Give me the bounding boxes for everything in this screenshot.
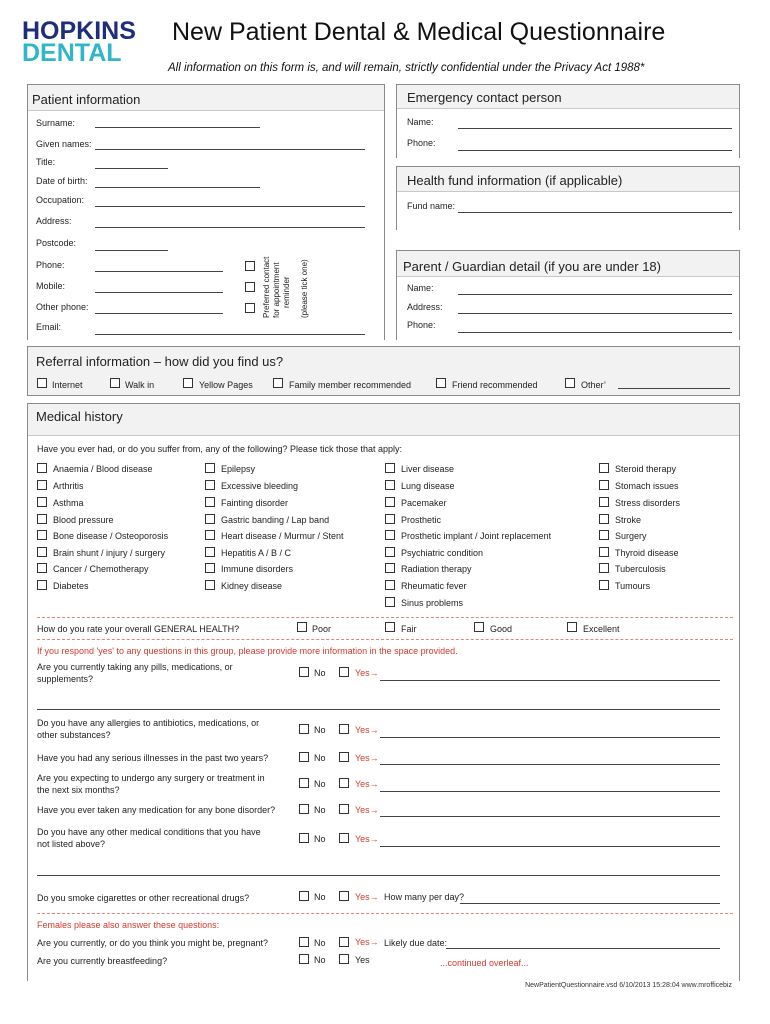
emergency-phone-field[interactable] (458, 150, 732, 151)
phone-field[interactable] (95, 271, 223, 272)
condition-checkbox[interactable] (385, 463, 395, 473)
other-phone-pref-checkbox[interactable] (245, 303, 255, 313)
condition-checkbox[interactable] (205, 514, 215, 524)
illness-yes-checkbox[interactable] (339, 752, 349, 762)
other-detail-field-2[interactable] (37, 875, 720, 876)
condition-checkbox[interactable] (37, 480, 47, 490)
guardian-name-field[interactable] (458, 294, 732, 295)
condition-label: Kidney disease (221, 581, 283, 591)
condition-label: Brain shunt / injury / surgery (53, 548, 166, 558)
condition-checkbox[interactable] (205, 547, 215, 557)
condition-checkbox[interactable] (37, 514, 47, 524)
condition-label: Thyroid disease (615, 548, 679, 558)
preferred-contact-line2: for appointment (272, 262, 281, 318)
referral-walkin-checkbox[interactable] (110, 378, 120, 388)
pills-detail-field-2[interactable] (37, 709, 720, 710)
condition-label: Sinus problems (401, 598, 464, 608)
q-surgery-line1: Are you expecting to undergo any surgery or treatment in (37, 773, 265, 783)
condition-checkbox[interactable] (37, 563, 47, 573)
condition-label: Anaemia / Blood disease (53, 464, 153, 474)
given-names-label: Given names: (36, 139, 92, 149)
condition-label: Lung disease (401, 481, 455, 491)
condition-label: Rheumatic fever (401, 581, 467, 591)
bone-yes-checkbox[interactable] (339, 804, 349, 814)
condition-checkbox[interactable] (599, 514, 609, 524)
how-many-field[interactable] (460, 903, 720, 904)
health-fund-title: Health fund information (if applicable) (407, 173, 623, 188)
likely-due-label: Likely due date: (384, 938, 448, 948)
condition-checkbox[interactable] (205, 530, 215, 540)
pills-no-label: No (314, 668, 326, 678)
dob-label: Date of birth: (36, 176, 88, 186)
q-breastfeed: Are you currently breastfeeding? (37, 956, 168, 966)
continued-overleaf: ...continued overleaf... (440, 958, 529, 968)
condition-label: Prosthetic (401, 515, 442, 525)
patient-info-title: Patient information (32, 92, 141, 107)
yes-note: If you respond 'yes' to any questions in this group, please provide more information in the space provided. (37, 646, 458, 656)
condition-checkbox[interactable] (599, 497, 609, 507)
smoke-no-label: No (314, 892, 326, 902)
health-good-checkbox[interactable] (474, 622, 484, 632)
dob-field[interactable] (95, 187, 260, 188)
logo (22, 17, 162, 67)
referral-internet-label: Internet (52, 380, 83, 390)
pills-yes-checkbox[interactable] (339, 667, 349, 677)
referral-yellowpages-label: Yellow Pages (199, 380, 253, 390)
surgery-detail-field[interactable] (380, 791, 720, 792)
medical-intro: Have you ever had, or do you suffer from, any of the following? Please tick those that apply: (37, 444, 403, 454)
breastfeed-no-label: No (314, 955, 326, 965)
other-detail-field[interactable] (380, 846, 720, 847)
illness-no-label: No (314, 753, 326, 763)
referral-family-checkbox[interactable] (273, 378, 283, 388)
illness-yes-label: Yes→ (355, 753, 379, 763)
health-excellent-label: Excellent (583, 624, 620, 634)
q-allergy-line2: other substances? (37, 730, 111, 740)
breastfeed-yes-label: Yes (355, 955, 370, 965)
referral-walkin-label: Walk in (125, 380, 155, 390)
surgery-yes-checkbox[interactable] (339, 778, 349, 788)
condition-label: Stress disorders (615, 498, 681, 508)
condition-label: Diabetes (53, 581, 89, 591)
other-no-checkbox[interactable] (299, 833, 309, 843)
surgery-no-checkbox[interactable] (299, 778, 309, 788)
q-other-line2: not listed above? (37, 839, 106, 849)
condition-label: Tuberculosis (615, 564, 666, 574)
fund-name-label: Fund name: (407, 201, 456, 211)
emergency-phone-label: Phone: (407, 138, 436, 148)
page-title: New Patient Dental & Medical Questionnaire (172, 18, 666, 46)
condition-label: Excessive bleeding (221, 481, 299, 491)
breastfeed-yes-checkbox[interactable] (339, 954, 349, 964)
referral-family-label: Family member recommended (289, 380, 412, 390)
females-note: Females please also answer these questions: (37, 920, 220, 930)
condition-checkbox[interactable] (37, 463, 47, 473)
condition-checkbox[interactable] (37, 547, 47, 557)
breastfeed-no-checkbox[interactable] (299, 954, 309, 964)
condition-checkbox[interactable] (205, 580, 215, 590)
email-field[interactable] (95, 334, 365, 335)
email-label: Email: (36, 322, 62, 332)
pregnant-no-label: No (314, 938, 326, 948)
condition-checkbox[interactable] (37, 580, 47, 590)
guardian-address-label: Address: (407, 302, 443, 312)
q-allergy-line1: Do you have any allergies to antibiotics, medications, or (37, 718, 260, 728)
given-names-field[interactable] (95, 149, 365, 150)
guardian-address-field[interactable] (458, 313, 732, 314)
q-illness: Have you had any serious illnesses in the past two years? (37, 753, 269, 763)
condition-label: Steroid therapy (615, 464, 677, 474)
condition-label: Bone disease / Osteoporosis (53, 531, 169, 541)
condition-checkbox[interactable] (385, 580, 395, 590)
phone-pref-checkbox[interactable] (245, 261, 255, 271)
pregnant-no-checkbox[interactable] (299, 937, 309, 947)
guardian-phone-label: Phone: (407, 320, 436, 330)
mobile-field[interactable] (95, 292, 223, 293)
condition-checkbox[interactable] (205, 480, 215, 490)
postcode-label: Postcode: (36, 238, 77, 248)
how-many-label: How many per day? (384, 892, 465, 902)
logo-line1: HOPKINS (22, 17, 136, 45)
q-smoke: Do you smoke cigarettes or other recreational drugs? (37, 893, 250, 903)
health-excellent-checkbox[interactable] (567, 622, 577, 632)
smoke-yes-checkbox[interactable] (339, 891, 349, 901)
allergy-yes-label: Yes→ (355, 725, 379, 735)
referral-yellowpages-checkbox[interactable] (183, 378, 193, 388)
condition-label: Asthma (53, 498, 84, 508)
occupation-label: Occupation: (36, 195, 85, 205)
condition-label: Cancer / Chemotherapy (53, 564, 149, 574)
condition-label: Heart disease / Murmur / Stent (221, 531, 344, 541)
other-phone-label: Other phone: (36, 302, 89, 312)
condition-checkbox[interactable] (385, 597, 395, 607)
divider (37, 639, 733, 640)
bone-detail-field[interactable] (380, 816, 720, 817)
address-label: Address: (36, 216, 72, 226)
condition-label: Epilepsy (221, 464, 256, 474)
pills-detail-field[interactable] (380, 680, 720, 681)
health-poor-label: Poor (312, 624, 332, 634)
surgery-no-label: No (314, 779, 326, 789)
page-subtitle: All information on this form is, and will remain, strictly confidential under the Privacy Act 1988* (168, 62, 645, 74)
q-pills-line1: Are you currently taking any pills, medications, or (37, 662, 233, 672)
illness-detail-field[interactable] (380, 764, 720, 765)
divider (37, 913, 733, 914)
preferred-contact-line4: (please tick one) (300, 259, 309, 318)
medical-history-title: Medical history (36, 409, 123, 424)
condition-checkbox[interactable] (385, 480, 395, 490)
fund-name-field[interactable] (458, 212, 732, 213)
likely-due-field[interactable] (446, 948, 720, 949)
occupation-field[interactable] (95, 206, 365, 207)
condition-label: Stomach issues (615, 481, 679, 491)
phone-label: Phone: (36, 260, 65, 270)
emergency-name-label: Name: (407, 117, 434, 127)
condition-label: Stroke (615, 515, 642, 525)
condition-label: Radiation therapy (401, 564, 472, 574)
condition-checkbox[interactable] (599, 463, 609, 473)
general-health-question: How do you rate your overall GENERAL HEALTH? (37, 624, 240, 634)
q-pills-line2: supplements? (37, 674, 94, 684)
condition-checkbox[interactable] (599, 563, 609, 573)
preferred-contact-line1: Preferred contact (262, 256, 271, 318)
guardian-title: Parent / Guardian detail (if you are under 18) (403, 259, 661, 274)
condition-label: Psychiatric condition (401, 548, 484, 558)
divider (37, 617, 733, 618)
preferred-contact-line3: reminder (282, 276, 291, 308)
pills-yes-label: Yes→ (355, 668, 379, 678)
allergy-no-label: No (314, 725, 326, 735)
condition-label: Gastric banding / Lap band (221, 515, 330, 525)
condition-checkbox[interactable] (385, 497, 395, 507)
guardian-name-label: Name: (407, 283, 434, 293)
condition-checkbox[interactable] (599, 547, 609, 557)
condition-checkbox[interactable] (37, 530, 47, 540)
health-poor-checkbox[interactable] (297, 622, 307, 632)
condition-checkbox[interactable] (37, 497, 47, 507)
other-yes-checkbox[interactable] (339, 833, 349, 843)
guardian-body (397, 276, 739, 340)
guardian-phone-field[interactable] (458, 332, 732, 333)
footer-note: NewPatientQuestionnaire.vsd 6/10/2013 15:28:04 www.mrofficebiz (525, 982, 732, 989)
referral-friend-label: Friend recommended (452, 380, 538, 390)
address-field[interactable] (95, 227, 365, 228)
emergency-contact-title: Emergency contact person (407, 90, 562, 105)
surname-field[interactable] (95, 127, 260, 128)
condition-checkbox[interactable] (599, 580, 609, 590)
emergency-name-field[interactable] (458, 128, 732, 129)
other-no-label: No (314, 834, 326, 844)
condition-label: Pacemaker (401, 498, 447, 508)
bone-yes-label: Yes→ (355, 805, 379, 815)
surgery-yes-label: Yes→ (355, 779, 379, 789)
other-phone-field[interactable] (95, 313, 223, 314)
pregnant-yes-checkbox[interactable] (339, 937, 349, 947)
condition-checkbox[interactable] (205, 497, 215, 507)
referral-other-label: Other’ (581, 380, 606, 390)
condition-checkbox[interactable] (385, 514, 395, 524)
postcode-field[interactable] (95, 250, 168, 251)
bone-no-checkbox[interactable] (299, 804, 309, 814)
condition-checkbox[interactable] (599, 530, 609, 540)
condition-label: Hepatitis A / B / C (221, 548, 292, 558)
allergy-no-checkbox[interactable] (299, 724, 309, 734)
mobile-label: Mobile: (36, 281, 66, 291)
referral-internet-checkbox[interactable] (37, 378, 47, 388)
surname-label: Surname: (36, 118, 76, 128)
condition-checkbox[interactable] (385, 547, 395, 557)
pills-no-checkbox[interactable] (299, 667, 309, 677)
pregnant-yes-label: Yes→ (355, 937, 379, 947)
title-label: Title: (36, 157, 56, 167)
condition-label: Immune disorders (221, 564, 294, 574)
condition-label: Prosthetic implant / Joint replacement (401, 531, 552, 541)
condition-checkbox[interactable] (385, 530, 395, 540)
health-good-label: Good (490, 624, 513, 634)
condition-checkbox[interactable] (599, 480, 609, 490)
other-yes-label: Yes→ (355, 834, 379, 844)
q-other-line1: Do you have any other medical conditions that you have (37, 827, 261, 837)
condition-label: Liver disease (401, 464, 455, 474)
logo-line2: DENTAL (22, 39, 122, 67)
health-fair-checkbox[interactable] (385, 622, 395, 632)
referral-other-checkbox[interactable] (565, 378, 575, 388)
health-fair-label: Fair (401, 624, 417, 634)
condition-label: Tumours (615, 581, 651, 591)
referral-friend-checkbox[interactable] (436, 378, 446, 388)
allergy-yes-checkbox[interactable] (339, 724, 349, 734)
title-field[interactable] (95, 168, 168, 169)
referral-other-field[interactable] (618, 388, 730, 389)
mobile-pref-checkbox[interactable] (245, 282, 255, 292)
condition-label: Surgery (615, 531, 647, 541)
illness-no-checkbox[interactable] (299, 752, 309, 762)
condition-label: Arthritis (53, 481, 84, 491)
q-surgery-line2: the next six months? (37, 785, 120, 795)
q-bone: Have you ever taken any medication for any bone disorder? (37, 805, 276, 815)
condition-checkbox[interactable] (205, 463, 215, 473)
bone-no-label: No (314, 805, 326, 815)
smoke-no-checkbox[interactable] (299, 891, 309, 901)
smoke-yes-label: Yes→ (355, 892, 379, 902)
condition-label: Fainting disorder (221, 498, 289, 508)
q-pregnant: Are you currently, or do you think you might be, pregnant? (37, 938, 268, 948)
condition-checkbox[interactable] (385, 563, 395, 573)
condition-checkbox[interactable] (205, 563, 215, 573)
allergy-detail-field[interactable] (380, 737, 720, 738)
condition-label: Blood pressure (53, 515, 114, 525)
referral-title: Referral information – how did you find us? (36, 354, 284, 369)
